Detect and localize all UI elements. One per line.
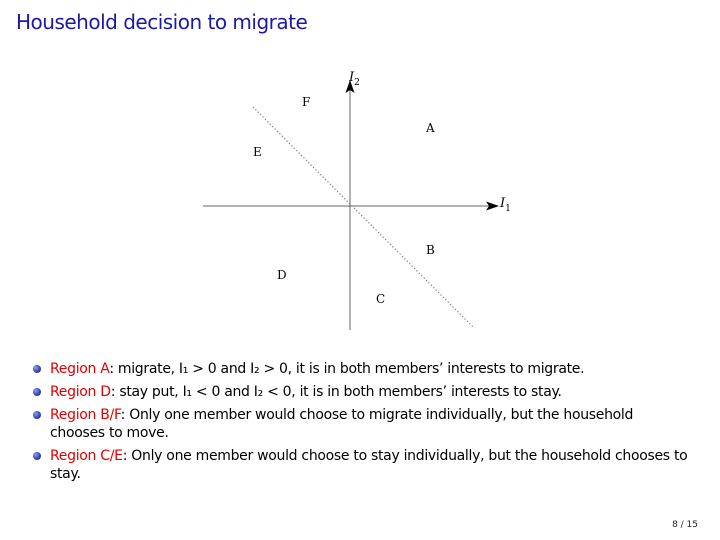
region-description: : stay put, I₁ < 0 and I₂ < 0, it is in both members’ interests to stay. (110, 384, 562, 400)
region-name: Region D (50, 384, 111, 400)
bullet-icon (33, 388, 41, 396)
region-description: : migrate, I₁ > 0 and I₂ > 0, it is in both members’ interests to migrate. (109, 361, 585, 377)
bullet-icon (33, 452, 41, 460)
bullet-icon (33, 411, 41, 419)
y-axis-label: $I_2$ (349, 70, 360, 88)
x-axis-label: $I_1$ (500, 196, 511, 214)
region-label-b: B (426, 243, 435, 257)
list-item (30, 383, 690, 401)
region-name: Region B/F (50, 407, 121, 423)
bullet-icon (33, 365, 41, 373)
page-number: 8 / 15 (672, 520, 698, 530)
list-item (30, 360, 690, 378)
region-name: Region C/E (50, 448, 123, 464)
region-description: : Only one member would choose to stay individually, but the household chooses to stay. (50, 448, 688, 482)
region-label-f: F (302, 95, 311, 109)
region-label-e: E (253, 145, 262, 159)
explanation-list (30, 360, 690, 488)
list-item (30, 447, 690, 483)
list-item (30, 406, 690, 442)
page-title: Household decision to migrate (16, 10, 308, 34)
region-label-a: A (426, 121, 435, 135)
region-label-c: C (376, 292, 386, 306)
decision-boundary-line (253, 107, 473, 327)
region-label-d: D (277, 268, 287, 282)
region-name: Region A (50, 361, 110, 377)
region-description: : Only one member would choose to migrate individually, but the household chooses to move. (50, 407, 634, 441)
